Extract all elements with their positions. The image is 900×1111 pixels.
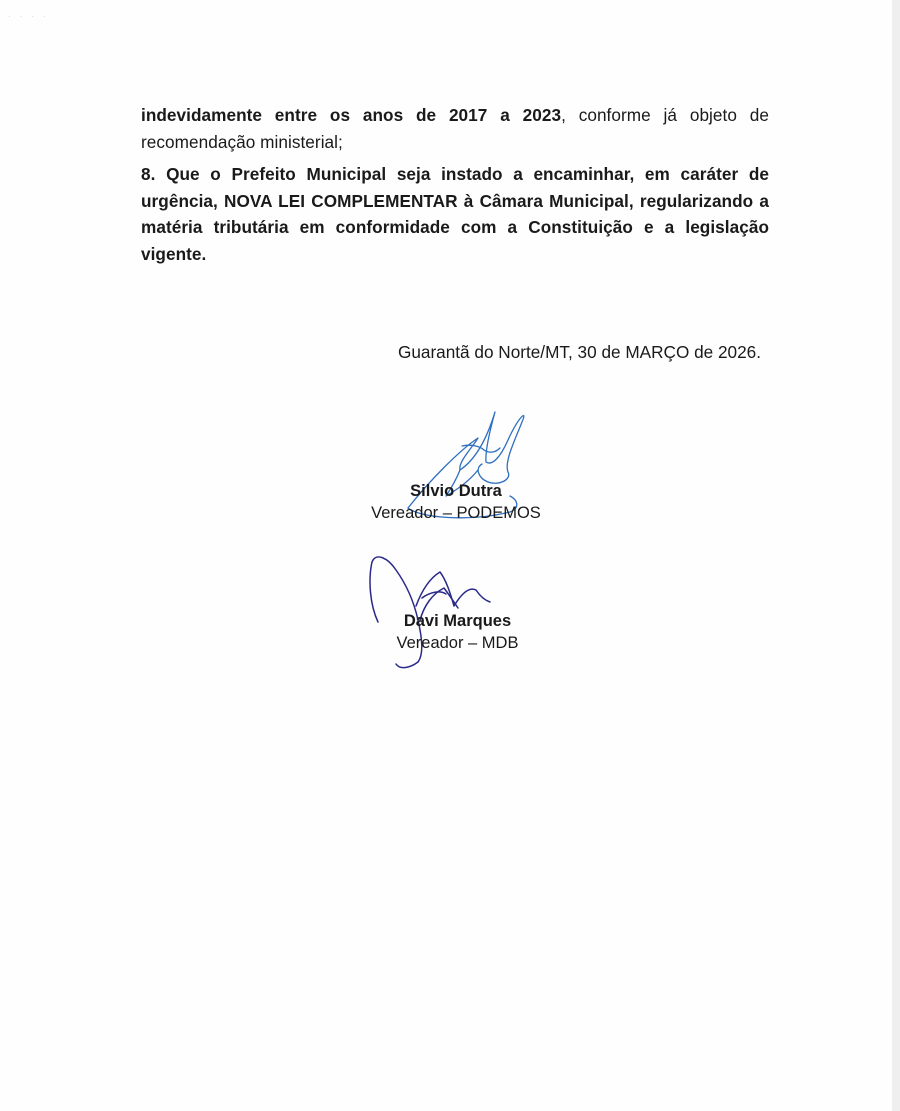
paragraph-7-bold-text: indevidamente entre os anos de 2017 a 2023 bbox=[141, 105, 562, 125]
signatory-block-2 bbox=[390, 610, 525, 654]
signatory-role: Vereador – MDB bbox=[396, 634, 519, 652]
signatory-block-1 bbox=[365, 480, 547, 524]
page-edge-strip bbox=[892, 0, 900, 1111]
place-and-date: Guarantã do Norte/MT, 30 de MARÇO de 2026. bbox=[397, 342, 761, 362]
paragraph-7-continuation bbox=[141, 102, 769, 155]
signatory-name: Davi Marques bbox=[403, 612, 512, 630]
paragraph-8: 8. Que o Prefeito Municipal seja instado a encaminhar, em caráter de urgência, NOVA LEI COMPLEMENTAR à Câmara Municipal, regularizando a matéria tributária em conformidade com a Constituição e a legislação vigente. bbox=[141, 164, 769, 264]
signatory-name: Silvio Dutra bbox=[410, 482, 502, 500]
signatory-role: Vereador – PODEMOS bbox=[371, 504, 541, 522]
paragraph-7-regular-text: , conforme já objeto de recomendação ministerial; bbox=[141, 105, 769, 152]
scan-artifact-dots: ···· bbox=[8, 12, 55, 21]
